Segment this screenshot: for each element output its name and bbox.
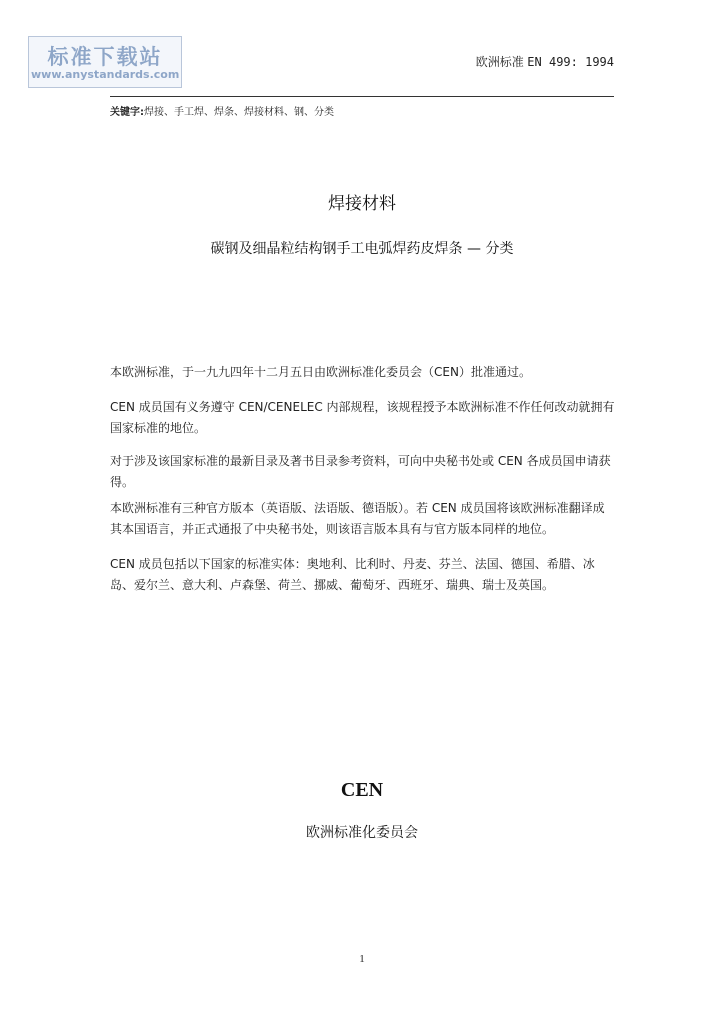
keywords-values: 焊接、手工焊、焊条、焊接材料、钢、分类 — [144, 107, 334, 118]
org-full-name: 欧洲标准化委员会 — [306, 825, 418, 841]
paragraph-obligations: CEN 成员国有义务遵守 CEN/CENELEC 内部规程，该规程授予本欧洲标准不作任何改动就拥有国家标准的地位。 — [110, 400, 615, 435]
page-number: 1 — [359, 953, 365, 965]
keywords-label: 关键字: — [110, 107, 144, 118]
watermark-logo — [28, 36, 182, 88]
watermark-url: www.anystandards.com — [31, 68, 180, 81]
keywords-line — [110, 103, 334, 118]
paragraph-references: 对于涉及该国家标准的最新目录及著书目录参考资料，可向中央秘书处或 CEN 各成员国申请获得。 — [110, 454, 611, 489]
document-title: 焊接材料 — [328, 194, 396, 214]
document-subtitle: 碳钢及细晶粒结构钢手工电弧焊药皮焊条 — 分类 — [210, 241, 514, 257]
header-standard-label: 欧洲标准 — [475, 55, 524, 69]
watermark-logo-text: 标准下载站 — [47, 45, 163, 69]
header-divider — [110, 96, 614, 97]
paragraph-versions: 本欧洲标准有三种官方版本（英语版、法语版、德语版）。若 CEN 成员国将该欧洲标准翻译成其本国语言，并正式通报了中央秘书处，则该语言版本具有与官方版本同样的地位。 — [110, 501, 605, 536]
org-abbreviation: CEN — [340, 779, 384, 801]
paragraph-members: CEN 成员包括以下国家的标准实体：奥地利、比利时、丹麦、芬兰、法国、德国、希腊、冰岛、爱尔兰、意大利、卢森堡、荷兰、挪威、葡萄牙、西班牙、瑞典、瑞士及英国。 — [110, 557, 595, 592]
header-standard-number — [476, 53, 614, 70]
header-standard-code: EN 499: 1994 — [527, 55, 614, 69]
paragraph-approval: 本欧洲标准，于一九九四年十二月五日由欧洲标准化委员会（CEN）批准通过。 — [110, 365, 531, 379]
